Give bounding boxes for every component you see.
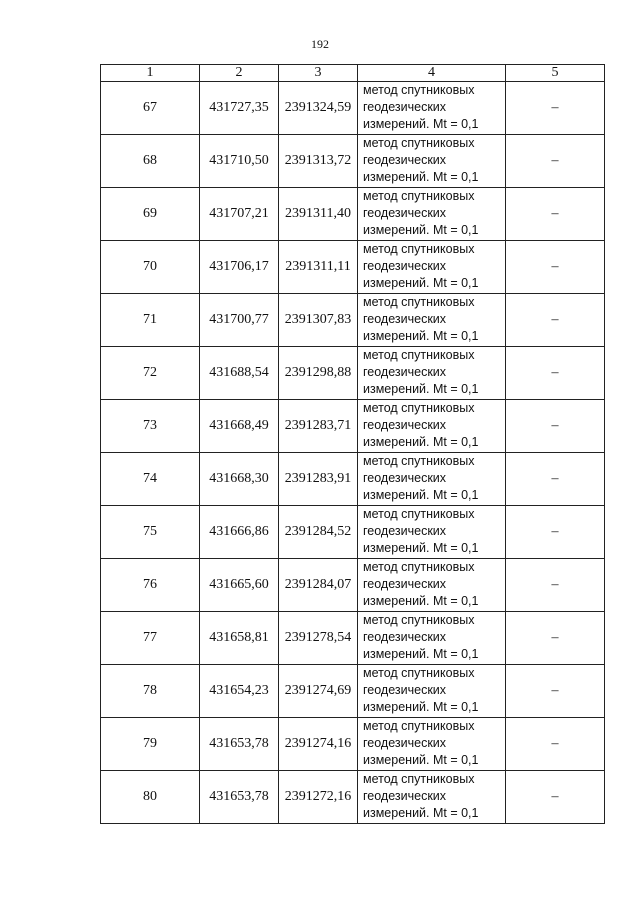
point-number-cell: 71	[101, 294, 200, 347]
table-row	[101, 241, 605, 294]
method-cell	[358, 188, 506, 241]
point-number-cell: 78	[101, 665, 200, 718]
method-cell	[358, 241, 506, 294]
note-cell: –	[506, 82, 605, 135]
x-coordinate-cell: 431668,49	[200, 400, 279, 453]
point-number-cell: 70	[101, 241, 200, 294]
method-line: метод спутниковых	[363, 348, 475, 362]
point-number-cell: 69	[101, 188, 200, 241]
x-coordinate-cell: 431688,54	[200, 347, 279, 400]
method-line: геодезических	[363, 100, 447, 114]
point-number-cell: 79	[101, 718, 200, 771]
method-cell	[358, 612, 506, 665]
method-line: геодезических	[363, 312, 447, 326]
method-line: метод спутниковых	[363, 83, 475, 97]
y-coordinate-cell: 2391298,88	[279, 347, 358, 400]
page-number: 192	[311, 37, 329, 51]
method-cell	[358, 400, 506, 453]
method-cell	[358, 771, 506, 824]
point-number-cell: 80	[101, 771, 200, 824]
table-row	[101, 506, 605, 559]
table-body	[101, 82, 605, 824]
point-number-cell: 73	[101, 400, 200, 453]
note-cell: –	[506, 241, 605, 294]
method-line: метод спутниковых	[363, 454, 475, 468]
y-coordinate-cell: 2391274,69	[279, 665, 358, 718]
method-line: геодезических	[363, 365, 447, 379]
method-line: геодезических	[363, 206, 447, 220]
method-line: метод спутниковых	[363, 242, 475, 256]
note-cell: –	[506, 612, 605, 665]
x-coordinate-cell: 431727,35	[200, 82, 279, 135]
y-coordinate-cell: 2391283,91	[279, 453, 358, 506]
x-coordinate-cell: 431668,30	[200, 453, 279, 506]
method-line: метод спутниковых	[363, 136, 475, 150]
table-row	[101, 347, 605, 400]
y-coordinate-cell: 2391284,52	[279, 506, 358, 559]
method-line: измерений. Mt = 0,1	[363, 170, 479, 184]
x-coordinate-cell: 431653,78	[200, 771, 279, 824]
method-line: метод спутниковых	[363, 295, 475, 309]
method-cell	[358, 453, 506, 506]
y-coordinate-cell: 2391311,40	[279, 188, 358, 241]
note-cell: –	[506, 718, 605, 771]
point-number-cell: 75	[101, 506, 200, 559]
method-line: измерений. Mt = 0,1	[363, 806, 479, 820]
point-number-cell: 77	[101, 612, 200, 665]
table-row	[101, 665, 605, 718]
method-line: измерений. Mt = 0,1	[363, 276, 479, 290]
method-line: геодезических	[363, 418, 447, 432]
x-coordinate-cell: 431707,21	[200, 188, 279, 241]
y-coordinate-cell: 2391313,72	[279, 135, 358, 188]
method-line: метод спутниковых	[363, 719, 475, 733]
note-cell: –	[506, 453, 605, 506]
method-line: метод спутниковых	[363, 189, 475, 203]
method-line: метод спутниковых	[363, 507, 475, 521]
method-line: измерений. Mt = 0,1	[363, 329, 479, 343]
coordinates-table	[100, 64, 605, 824]
table-row	[101, 188, 605, 241]
note-cell: –	[506, 400, 605, 453]
method-cell	[358, 718, 506, 771]
note-cell: –	[506, 559, 605, 612]
y-coordinate-cell: 2391272,16	[279, 771, 358, 824]
note-cell: –	[506, 135, 605, 188]
method-line: геодезических	[363, 577, 447, 591]
y-coordinate-cell: 2391278,54	[279, 612, 358, 665]
x-coordinate-cell: 431653,78	[200, 718, 279, 771]
method-line: метод спутниковых	[363, 666, 475, 680]
point-number-cell: 68	[101, 135, 200, 188]
column-header-2: 2	[200, 65, 279, 82]
note-cell: –	[506, 665, 605, 718]
method-line: измерений. Mt = 0,1	[363, 753, 479, 767]
method-line: измерений. Mt = 0,1	[363, 488, 479, 502]
method-cell	[358, 347, 506, 400]
method-line: измерений. Mt = 0,1	[363, 117, 479, 131]
table-row	[101, 718, 605, 771]
x-coordinate-cell: 431706,17	[200, 241, 279, 294]
table-header-row	[101, 65, 605, 82]
method-line: измерений. Mt = 0,1	[363, 541, 479, 555]
y-coordinate-cell: 2391311,11	[279, 241, 358, 294]
method-line: метод спутниковых	[363, 560, 475, 574]
method-line: измерений. Mt = 0,1	[363, 647, 479, 661]
table-row	[101, 612, 605, 665]
method-cell	[358, 294, 506, 347]
method-line: геодезических	[363, 736, 447, 750]
point-number-cell: 76	[101, 559, 200, 612]
method-line: метод спутниковых	[363, 772, 475, 786]
column-header-3: 3	[279, 65, 358, 82]
x-coordinate-cell: 431654,23	[200, 665, 279, 718]
method-line: измерений. Mt = 0,1	[363, 223, 479, 237]
method-line: геодезических	[363, 153, 447, 167]
x-coordinate-cell: 431658,81	[200, 612, 279, 665]
point-number-cell: 67	[101, 82, 200, 135]
method-line: измерений. Mt = 0,1	[363, 700, 479, 714]
method-line: геодезических	[363, 471, 447, 485]
table-row	[101, 294, 605, 347]
column-header-1: 1	[101, 65, 200, 82]
point-number-cell: 72	[101, 347, 200, 400]
method-line: метод спутниковых	[363, 401, 475, 415]
note-cell: –	[506, 294, 605, 347]
note-cell: –	[506, 771, 605, 824]
x-coordinate-cell: 431700,77	[200, 294, 279, 347]
x-coordinate-cell: 431710,50	[200, 135, 279, 188]
table-row	[101, 400, 605, 453]
method-cell	[358, 665, 506, 718]
method-line: геодезических	[363, 630, 447, 644]
y-coordinate-cell: 2391274,16	[279, 718, 358, 771]
note-cell: –	[506, 188, 605, 241]
method-cell	[358, 559, 506, 612]
method-line: измерений. Mt = 0,1	[363, 435, 479, 449]
y-coordinate-cell: 2391307,83	[279, 294, 358, 347]
y-coordinate-cell: 2391284,07	[279, 559, 358, 612]
x-coordinate-cell: 431665,60	[200, 559, 279, 612]
point-number-cell: 74	[101, 453, 200, 506]
method-cell	[358, 82, 506, 135]
table-row	[101, 771, 605, 824]
column-header-4: 4	[358, 65, 506, 82]
method-line: измерений. Mt = 0,1	[363, 382, 479, 396]
note-cell: –	[506, 506, 605, 559]
table-row	[101, 453, 605, 506]
method-line: геодезических	[363, 683, 447, 697]
y-coordinate-cell: 2391324,59	[279, 82, 358, 135]
method-line: измерений. Mt = 0,1	[363, 594, 479, 608]
table-row	[101, 82, 605, 135]
table-row	[101, 135, 605, 188]
method-line: геодезических	[363, 789, 447, 803]
x-coordinate-cell: 431666,86	[200, 506, 279, 559]
method-line: геодезических	[363, 259, 447, 273]
method-cell	[358, 135, 506, 188]
note-cell: –	[506, 347, 605, 400]
y-coordinate-cell: 2391283,71	[279, 400, 358, 453]
method-line: метод спутниковых	[363, 613, 475, 627]
table-row	[101, 559, 605, 612]
method-cell	[358, 506, 506, 559]
column-header-5: 5	[506, 65, 605, 82]
method-line: геодезических	[363, 524, 447, 538]
